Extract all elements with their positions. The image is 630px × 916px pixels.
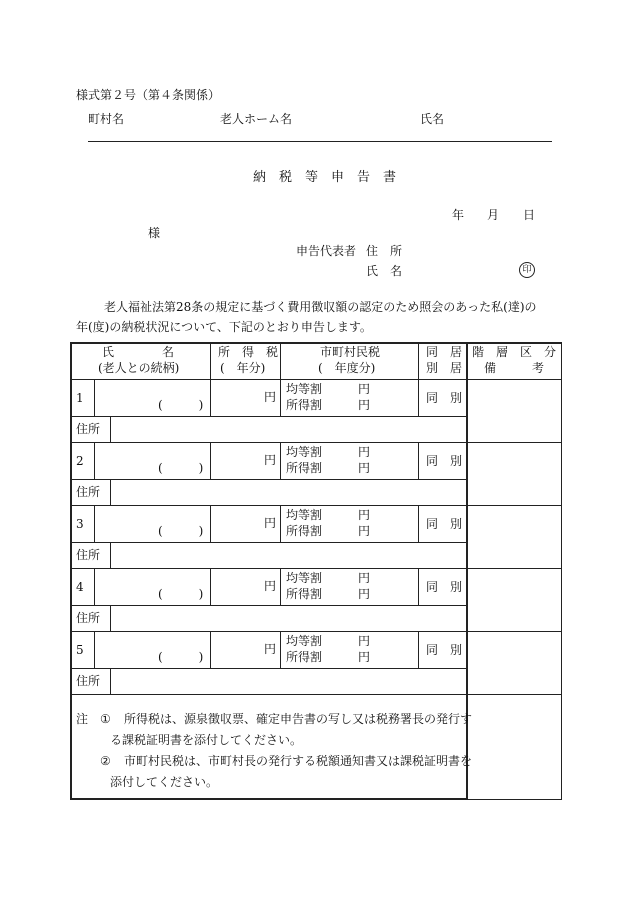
note-1-line-1: 所得税は、源泉徴収票、確定申告書の写し又は税務署長の発行す xyxy=(124,712,473,726)
representative-address-label: 住 所 xyxy=(366,244,403,258)
address-label: 住所 xyxy=(76,611,101,625)
notes-label: 注 xyxy=(76,712,89,726)
per-capita-levy: 均等割 円 xyxy=(286,508,371,522)
cohabit-options: 同 別 xyxy=(426,517,463,531)
income-tax-yen: 円 xyxy=(264,642,277,656)
income-levy: 所得割 円 xyxy=(286,587,371,601)
per-capita-levy: 均等割 円 xyxy=(286,634,371,648)
intro-line-2: 年(度)の納税状況について、下記のとおり申告します。 xyxy=(76,320,372,334)
representative-label: 申告代表者 xyxy=(296,244,357,258)
addressee-suffix: 様 xyxy=(148,226,161,240)
intro-line-1: 老人福祉法第28条の規定に基づく費用徴収額の認定のため照会のあった私(達)の xyxy=(104,300,537,314)
header-municipal-tax-year: ( 年度分) xyxy=(318,361,376,375)
header-class: 階 層 区 分 xyxy=(472,345,557,359)
address-label: 住所 xyxy=(76,548,101,562)
relationship-paren: ( ) xyxy=(158,461,204,475)
seal-mark: 印 xyxy=(519,262,535,278)
cohabit-options: 同 別 xyxy=(426,580,463,594)
per-capita-levy: 均等割 円 xyxy=(286,445,371,459)
note-1-line-2: る課税証明書を添付してください。 xyxy=(110,733,303,747)
note-2-mark: ② xyxy=(100,754,111,768)
income-levy: 所得割 円 xyxy=(286,650,371,664)
note-1-mark: ① xyxy=(100,712,111,726)
per-capita-levy: 均等割 円 xyxy=(286,571,371,585)
header-municipal-tax: 市町村民税 xyxy=(320,345,381,359)
relationship-paren: ( ) xyxy=(158,650,204,664)
nursing-home-label: 老人ホーム名 xyxy=(220,112,293,126)
form-number: 様式第２号（第４条関係） xyxy=(76,88,221,102)
date-year: 年 xyxy=(452,208,465,222)
relationship-paren: ( ) xyxy=(158,398,204,412)
relationship-paren: ( ) xyxy=(158,524,204,538)
income-levy: 所得割 円 xyxy=(286,524,371,538)
row-number: 5 xyxy=(76,643,84,657)
header-underline xyxy=(88,141,552,142)
header-income-tax-year: ( 年分) xyxy=(220,361,266,375)
income-levy: 所得割 円 xyxy=(286,461,371,475)
representative-name-label: 氏 名 xyxy=(366,264,403,278)
income-tax-yen: 円 xyxy=(264,516,277,530)
header-cohabit: 同 居 xyxy=(426,345,463,359)
date-day: 日 xyxy=(523,208,536,222)
row-number: 4 xyxy=(76,580,84,594)
declaration-table xyxy=(70,342,562,800)
header-name: 氏 名 xyxy=(102,345,175,359)
address-label: 住所 xyxy=(76,485,101,499)
address-label: 住所 xyxy=(76,422,101,436)
cohabit-options: 同 別 xyxy=(426,454,463,468)
cohabit-options: 同 別 xyxy=(426,643,463,657)
address-label: 住所 xyxy=(76,674,101,688)
cohabit-options: 同 別 xyxy=(426,391,463,405)
header-relationship: (老人との続柄) xyxy=(98,361,180,375)
income-tax-yen: 円 xyxy=(264,390,277,404)
note-2-line-2: 添付してください。 xyxy=(110,775,219,789)
income-levy: 所得割 円 xyxy=(286,398,371,412)
note-2-line-1: 市町村民税は、市町村長の発行する税額通知書又は課税証明書を xyxy=(124,754,473,768)
income-tax-yen: 円 xyxy=(264,453,277,467)
per-capita-levy: 均等割 円 xyxy=(286,382,371,396)
row-number: 2 xyxy=(76,454,84,468)
header-income-tax: 所 得 税 xyxy=(218,345,279,359)
header-name-label: 氏名 xyxy=(420,112,445,126)
row-number: 1 xyxy=(76,391,84,405)
town-label: 町村名 xyxy=(88,112,125,126)
document-title: 納 税 等 申 告 書 xyxy=(253,170,397,185)
row-number: 3 xyxy=(76,517,84,531)
relationship-paren: ( ) xyxy=(158,587,204,601)
date-month: 月 xyxy=(487,208,500,222)
income-tax-yen: 円 xyxy=(264,579,277,593)
header-remarks: 備 考 xyxy=(484,361,545,375)
header-separate: 別 居 xyxy=(426,361,463,375)
